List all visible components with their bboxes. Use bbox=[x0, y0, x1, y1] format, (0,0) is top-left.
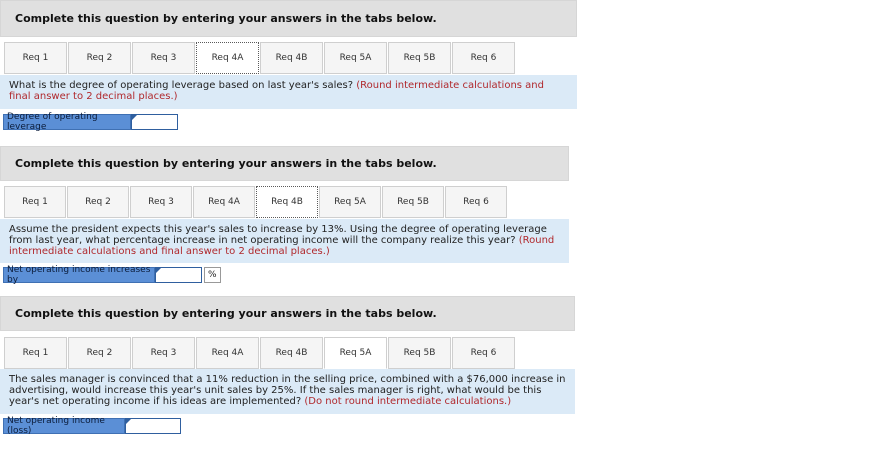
section2-tab-req1[interactable]: Req 1 bbox=[4, 186, 66, 218]
section3-question-hint: (Do not round intermediate calculations.) bbox=[304, 396, 512, 407]
section2-tabs bbox=[4, 186, 508, 218]
section3-tab-req6[interactable]: Req 6 bbox=[452, 337, 515, 369]
degree-of-operating-leverage-label bbox=[3, 114, 131, 130]
section2-tab-req3[interactable]: Req 3 bbox=[130, 186, 192, 218]
net-operating-income-loss-label-text: Net operating income (loss) bbox=[7, 416, 105, 436]
section3-tab-req5b[interactable]: Req 5B bbox=[388, 337, 451, 369]
section3-tab-req4b[interactable]: Req 4B bbox=[260, 337, 323, 369]
section2-tab-req5b[interactable]: Req 5B bbox=[382, 186, 444, 218]
section1-question bbox=[0, 75, 577, 109]
section2-question-hint: (Round intermediate calculations and final answer to 2 decimal places.) bbox=[9, 235, 555, 257]
net-operating-income-loss-input[interactable] bbox=[125, 418, 181, 434]
section3-answer-row bbox=[3, 418, 181, 434]
section2-tab-req4b[interactable]: Req 4B bbox=[256, 186, 318, 218]
section2-question bbox=[0, 219, 569, 263]
section2-question-text: Assume the president expects this year's sales to increase by 13%. Using the degree of operating leverage from last year, what percentage increase in net operating income will the company realize this year? bbox=[9, 224, 547, 246]
section1-heading-text: Complete this question by entering your answers in the tabs below. bbox=[15, 12, 437, 25]
section1-tabs bbox=[4, 42, 516, 74]
section1-tab-req6[interactable]: Req 6 bbox=[452, 42, 515, 74]
section2-tab-req5a[interactable]: Req 5A bbox=[319, 186, 381, 218]
section3-question-text: The sales manager is convinced that a 11% reduction in the selling price, combined with a $76,000 increase in advertising, would increase this year's unit sales by 25%. If the sales manager is right, what would be this year's net operating income if his ideas are implemented? bbox=[9, 374, 566, 407]
section3-tab-req5a[interactable]: Req 5A bbox=[324, 337, 387, 369]
section3-tab-req4a[interactable]: Req 4A bbox=[196, 337, 259, 369]
section1-tab-req5b[interactable]: Req 5B bbox=[388, 42, 451, 74]
section1-answer-row bbox=[3, 114, 178, 130]
net-operating-income-increase-label-text: Net operating income increases by bbox=[7, 265, 151, 285]
section3-heading bbox=[0, 296, 575, 331]
degree-of-operating-leverage-input[interactable] bbox=[131, 114, 178, 130]
section1-question-hint: (Round intermediate calculations and final answer to 2 decimal places.) bbox=[9, 80, 544, 102]
section3-tab-req3[interactable]: Req 3 bbox=[132, 337, 195, 369]
section1-tab-req4a[interactable]: Req 4A bbox=[196, 42, 259, 74]
section1-tab-req2[interactable]: Req 2 bbox=[68, 42, 131, 74]
net-operating-income-increase-input[interactable] bbox=[155, 267, 202, 283]
section3-tab-req2[interactable]: Req 2 bbox=[68, 337, 131, 369]
net-operating-income-loss-label bbox=[3, 418, 125, 434]
section1-tab-req5a[interactable]: Req 5A bbox=[324, 42, 387, 74]
section2-tab-req2[interactable]: Req 2 bbox=[67, 186, 129, 218]
net-operating-income-increase-label bbox=[3, 267, 155, 283]
section1-question-text: What is the degree of operating leverage based on last year's sales? bbox=[9, 80, 354, 91]
section3-tabs bbox=[4, 337, 516, 369]
percent-unit-label: % bbox=[204, 267, 221, 283]
section2-heading-text: Complete this question by entering your answers in the tabs below. bbox=[15, 157, 437, 170]
section1-heading bbox=[0, 0, 577, 37]
section1-tab-req1[interactable]: Req 1 bbox=[4, 42, 67, 74]
section2-tab-req6[interactable]: Req 6 bbox=[445, 186, 507, 218]
section3-heading-text: Complete this question by entering your answers in the tabs below. bbox=[15, 307, 437, 320]
section2-tab-req4a[interactable]: Req 4A bbox=[193, 186, 255, 218]
section2-heading bbox=[0, 146, 569, 181]
section2-answer-row bbox=[3, 267, 221, 283]
section3-question bbox=[0, 369, 575, 414]
section1-tab-req3[interactable]: Req 3 bbox=[132, 42, 195, 74]
section1-tab-req4b[interactable]: Req 4B bbox=[260, 42, 323, 74]
degree-of-operating-leverage-label-text: Degree of operating leverage bbox=[7, 112, 98, 132]
section3-tab-req1[interactable]: Req 1 bbox=[4, 337, 67, 369]
